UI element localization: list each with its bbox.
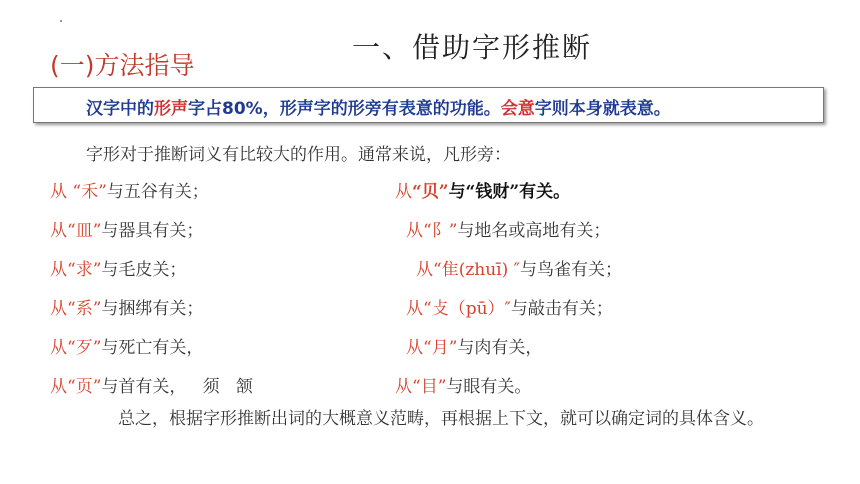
row-prefix: 从 — [406, 221, 423, 241]
radical-key: “目” — [412, 377, 447, 397]
row-meaning: 与捆绑有关； — [101, 299, 204, 319]
row-meaning: 与眼有关。 — [446, 377, 532, 397]
box-text-1: 汉字中的 — [86, 99, 154, 119]
radical-key: “皿” — [67, 221, 102, 241]
radical-key: “月” — [423, 338, 458, 358]
right-row — [406, 216, 610, 241]
row-prefix: 从 — [416, 260, 433, 280]
box-text-2: 字占80%，形声字的形旁有表意的功能。 — [188, 99, 501, 119]
right-row — [395, 372, 531, 397]
decor-dot — [60, 20, 62, 22]
row-prefix: 从 — [406, 299, 423, 319]
left-row — [50, 333, 203, 358]
row-prefix: 从 — [395, 182, 412, 202]
left-row — [50, 255, 186, 280]
radical-key: “隹(zhuī) ″ — [433, 260, 521, 280]
radical-key: “系” — [67, 299, 102, 319]
row-meaning: 与肉有关， — [457, 338, 543, 358]
radical-key: “阝” — [423, 221, 458, 241]
radical-key: “页” — [67, 377, 102, 397]
intro-text: 字形对于推断词义有比较大的作用。通常来说，凡形旁： — [86, 145, 511, 165]
row-prefix: 从 — [50, 338, 67, 358]
left-row — [50, 372, 253, 397]
row-prefix: 从 — [406, 338, 423, 358]
row-prefix: 从 — [50, 182, 73, 202]
row-meaning: 与五谷有关； — [106, 182, 209, 202]
slide-title: 一、借助字形推断 — [352, 31, 593, 64]
row-prefix: 从 — [50, 221, 67, 241]
left-row — [50, 294, 203, 319]
row-meaning: 与器具有关； — [101, 221, 204, 241]
right-row — [406, 333, 542, 358]
section-heading: (一)方法指导 — [50, 51, 195, 80]
row-prefix: 从 — [395, 377, 412, 397]
row-prefix: 从 — [50, 260, 67, 280]
box-keyword-huiyi: 会意 — [500, 99, 535, 119]
row-meaning: 与地名或高地有关； — [457, 221, 611, 241]
right-row — [416, 255, 622, 280]
box-text-3: 字则本身就表意。 — [534, 99, 671, 119]
row-meaning: 与“钱财”有关。 — [448, 182, 571, 202]
radical-key: “攴（pū）″ — [423, 299, 511, 319]
right-row — [395, 177, 570, 202]
left-row — [50, 177, 209, 202]
right-row — [406, 294, 613, 319]
summary-text: 总之，根据字形推断出词的大概意义范畴，再根据上下文，就可以确定词的具体含义。 — [118, 409, 764, 429]
radical-key: “歹” — [67, 338, 102, 358]
row-meaning: 与鸟雀有关； — [520, 260, 623, 280]
row-meaning: 与敲击有关； — [510, 299, 613, 319]
radical-key: “禾” — [72, 182, 107, 202]
row-meaning: 与死亡有关， — [101, 338, 204, 358]
radical-key: “求” — [67, 260, 102, 280]
row-prefix: 从 — [50, 377, 67, 397]
box-keyword-xingsheng: 形声 — [154, 99, 188, 119]
row-meaning: 与首有关， 须 颔 — [101, 377, 253, 397]
radical-key: “贝” — [412, 182, 449, 202]
highlight-box-text — [86, 94, 671, 119]
row-prefix: 从 — [50, 299, 67, 319]
row-meaning: 与毛皮关； — [101, 260, 187, 280]
left-row — [50, 216, 203, 241]
